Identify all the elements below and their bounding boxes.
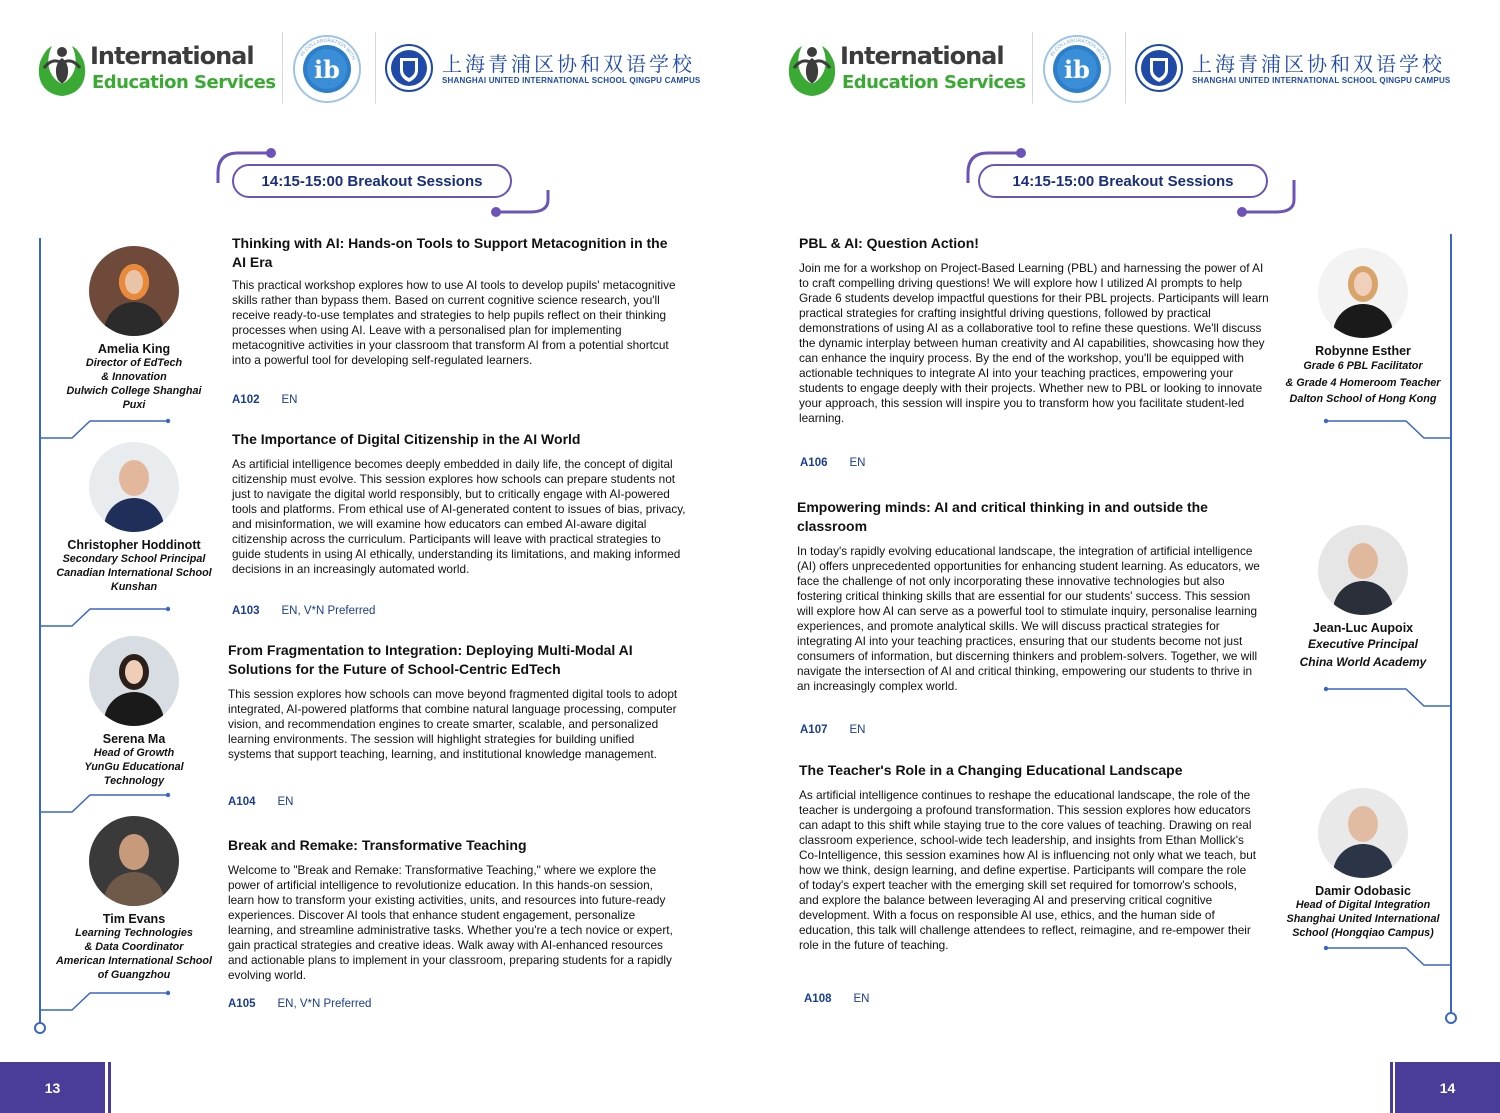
session-language: EN: [853, 993, 870, 1005]
session-banner: [968, 140, 1308, 220]
speaker-role: Executive Principal China World Academy: [1299, 637, 1427, 669]
session-block: [799, 234, 1269, 426]
session-language: EN: [277, 796, 294, 808]
session-block: [799, 761, 1259, 953]
speaker-card: [49, 246, 219, 412]
session-description: In today's rapidly evolving educational landscape, the integration of artificial intelligence (AI) offers unprecedented opportunities for enhancing student learning. As educators, we face the challenge of not only incorporating these innovative technologies but also fostering critical thinking skills that are essential for our students' success. This session will explore how AI can serve as a powerful tool to stimulate inquiry, personalise learning experiences, and promote analytical skills. We will discuss practical strategies for integrating AI into your teaching practices, ensuring that our students become not just consumers of information, but discerning thinkers and problem-solvers. Together, we will navigate the intersection of AI and critical thinking, empowering our students to thrive in an increasingly complex world.: [797, 544, 1260, 693]
right-page: [750, 0, 1500, 1113]
session-description: Join me for a workshop on Project-Based Learning (PBL) and harnessing the power of AI to craft compelling driving questions! We will explore how I utilized AI prompts to help Grade 6 students develop impactful questions for their PBL projects. Participants will learn practical strategies for crafting insightful driving questions, followed by practical demonstrations of using AI as a collaborative tool to refine these questions. We'll discuss the dynamic interplay between human creativity and AI capabilities, showcasing how they can enhance the inquiry process. By the end of the workshop, you'll be equipped with actionable techniques to integrate AI into your teaching practices, empowering your students to engage deeply with their projects. Whether new to PBL or looking to innovate your approach, this session will inspire you to transform how you facilitate student-led learning.: [799, 261, 1269, 425]
speaker-card: [49, 442, 219, 594]
session-description: As artificial intelligence becomes deeply embedded in daily life, the concept of digital citizenship must evolve. This session explores how schools can prepare students not just to navigate the digital world responsibly, but to critically engage with AI-powered tools and platforms. From ethical use of AI-generated content to issues of bias, privacy, and misinformation, we will examine how educators can embed AI-aware digital citizenship across the curriculum. Participants will leave with practical strategies to guide students in using AI ethically, understanding its limitations, and making informed decisions in an increasingly automated world.: [232, 457, 686, 576]
session-title: Thinking with AI: Hands-on Tools to Support Metacognition in the AI Era: [232, 235, 668, 270]
ies-name-line1: International: [840, 42, 1004, 70]
room-code: A105: [228, 998, 256, 1010]
ies-name-line1: International: [90, 42, 254, 70]
header-divider: [1032, 32, 1033, 104]
room-code: A104: [228, 796, 256, 808]
speaker-name: Christopher Hoddinott: [67, 538, 201, 552]
speaker-role: Grade 6 PBL Facilitator & Grade 4 Homeroom Teacher Dalton School of Hong Kong: [1285, 360, 1441, 405]
session-block: [228, 836, 678, 983]
session-description: As artificial intelligence continues to reshape the educational landscape, the role of the teacher is undergoing a profound transformation. This session explores how educators can adapt to this shift while staying true to the core values of teaching. Drawing on real classroom experience, school-wide tech leadership, and insights from Ethan Mollick's Co-Intelligence, this session examines how AI is influencing not only what we teach, but how we think, design learning, and define expertise. Participants will compare the role of today's expert teacher with the emerging skill set required for tomorrow's schools, and explore the balance between leveraging AI and preserving critical cognitive development. With a focus on responsible AI use, ethics, and the human side of education, this talk will challenge attendees to reflect, reimagine, and re-empower their role in the future of teaching.: [799, 788, 1257, 952]
ies-name-line2: Education Services: [842, 72, 1026, 93]
session-language: EN: [849, 457, 866, 469]
speaker-role: Secondary School Principal Canadian International School Kunshan: [56, 553, 212, 593]
session-language: EN, V*N Preferred: [281, 605, 376, 617]
ies-logo: [30, 36, 275, 100]
session-meta: [232, 605, 375, 617]
session-description: This session explores how schools can move beyond fragmented digital tools to adopt integrated, AI-powered platforms that combine natural language processing, computer vision, and recommendation engines to create smarter, scalable, and personalized learning environments. The session will highlight strategies for building unified systems that support teaching, learning, and institutional knowledge management.: [228, 687, 678, 761]
speaker-name: Amelia King: [97, 342, 171, 356]
header-divider: [1125, 32, 1126, 104]
speaker-card: [1278, 788, 1448, 940]
speaker-role: Learning Technologies & Data Coordinator American International School of Guangzhou: [56, 927, 212, 981]
session-language: EN, V*N Preferred: [277, 998, 372, 1010]
room-code: A108: [804, 993, 832, 1005]
ib-logo: [1042, 34, 1112, 104]
school-crest-icon: [1135, 44, 1183, 92]
session-title: The Teacher's Role in a Changing Educational Landscape: [799, 762, 1183, 778]
school-name-english: SHANGHAI UNITED INTERNATIONAL SCHOOL QINGPU CAMPUS: [442, 76, 701, 85]
ib-ring-text: IN COLLABORATION WITH: [299, 37, 357, 61]
header-divider: [282, 32, 283, 104]
page-number: 13: [0, 1062, 105, 1113]
header-divider: [375, 32, 376, 104]
room-code: A102: [232, 394, 260, 406]
session-language: EN: [281, 394, 298, 406]
speaker-role: Head of Growth YunGu Educational Technology: [84, 747, 184, 787]
session-title: Empowering minds: AI and critical thinking in and outside the classroom: [797, 499, 1208, 534]
speaker-avatar: [89, 816, 179, 906]
session-meta: [228, 998, 371, 1010]
speaker-avatar: [1318, 248, 1408, 338]
ies-leaf-icon: [784, 38, 840, 98]
header-logos: [780, 30, 1470, 110]
ies-logo: [780, 36, 1025, 100]
speaker-name: Damir Odobasic: [1315, 884, 1411, 898]
ies-leaf-icon: [34, 38, 90, 98]
speaker-role: Head of Digital Integration Shanghai United International School (Hongqiao Campus): [1286, 899, 1440, 939]
session-title: The Importance of Digital Citizenship in the AI World: [232, 431, 581, 447]
session-title: Break and Remake: Transformative Teaching: [228, 837, 527, 853]
session-description: This practical workshop explores how to use AI tools to develop pupils' metacognitive skills rather than bypass them. Based on current cognitive science research, you'll receive ready-to-use templates and strategies to help pupils reflect on their thinking processes when using AI. Leave with a personalised plan for implementing metacognitive activities in your classroom that transform AI from a potential shortcut into a powerful tool for developing self-regulated learners.: [232, 278, 676, 367]
session-time-label: 14:15-15:00 Breakout Sessions: [978, 164, 1268, 198]
session-banner: [218, 140, 558, 220]
speaker-name: Robynne Esther: [1315, 344, 1411, 358]
speaker-avatar: [1318, 525, 1408, 615]
speaker-card: [1278, 248, 1448, 408]
speaker-name: Serena Ma: [102, 732, 166, 746]
session-title: From Fragmentation to Integration: Deploying Multi-Modal AI Solutions for the Future of School-Centric EdTech: [228, 642, 633, 677]
room-code: A103: [232, 605, 260, 617]
session-block: [232, 430, 692, 577]
session-language: EN: [849, 724, 866, 736]
session-time-label: 14:15-15:00 Breakout Sessions: [232, 164, 512, 198]
speaker-avatar: [1318, 788, 1408, 878]
header-logos: [30, 30, 720, 110]
speaker-avatar: [89, 246, 179, 336]
session-meta: [800, 724, 865, 736]
ies-name-line2: Education Services: [92, 72, 276, 93]
session-block: [228, 641, 678, 762]
ib-logo-mark: ib: [1064, 55, 1090, 84]
school-crest-icon: [385, 44, 433, 92]
speaker-card: [1278, 525, 1448, 671]
ib-ring-text: IN COLLABORATION WITH: [1049, 37, 1107, 61]
speaker-name: Tim Evans: [102, 912, 166, 926]
ib-logo: [292, 34, 362, 104]
speaker-role: Director of EdTech & Innovation Dulwich College Shanghai Puxi: [66, 357, 202, 411]
session-meta: [228, 796, 293, 808]
page-number: 14: [1395, 1062, 1500, 1113]
school-name-english: SHANGHAI UNITED INTERNATIONAL SCHOOL QINGPU CAMPUS: [1192, 76, 1451, 85]
session-block: [797, 498, 1267, 694]
ib-logo-mark: ib: [314, 55, 340, 84]
session-meta: [232, 394, 297, 406]
school-name-chinese: 上海青浦区协和双语学校: [442, 52, 695, 76]
speaker-avatar: [89, 636, 179, 726]
session-title: PBL & AI: Question Action!: [799, 235, 979, 251]
speaker-card: [49, 816, 219, 982]
session-block: [232, 234, 682, 368]
speaker-name: Jean-Luc Aupoix: [1312, 621, 1414, 635]
session-description: Welcome to "Break and Remake: Transformative Teaching," where we explore the power of artificial intelligence to revolutionize education. In this hands-on session, learn how to transform your existing activities, units, and resources into future-ready experiences. Discover AI tools that enhance student engagement, personalize learning, and streamline administrative tasks. Whether you're a tech novice or expert, gain practical strategies and creative ideas. Walk away with AI-enhanced resources and actionable plans to implement in your classroom, preparing students for a rapidly evolving world.: [228, 863, 673, 982]
room-code: A107: [800, 724, 828, 736]
speaker-avatar: [89, 442, 179, 532]
school-name-chinese: 上海青浦区协和双语学校: [1192, 52, 1445, 76]
session-meta: [804, 993, 869, 1005]
footer-accent-line: [108, 1062, 111, 1113]
footer-accent-line: [1390, 1062, 1393, 1113]
room-code: A106: [800, 457, 828, 469]
session-meta: [800, 457, 865, 469]
speaker-card: [49, 636, 219, 788]
